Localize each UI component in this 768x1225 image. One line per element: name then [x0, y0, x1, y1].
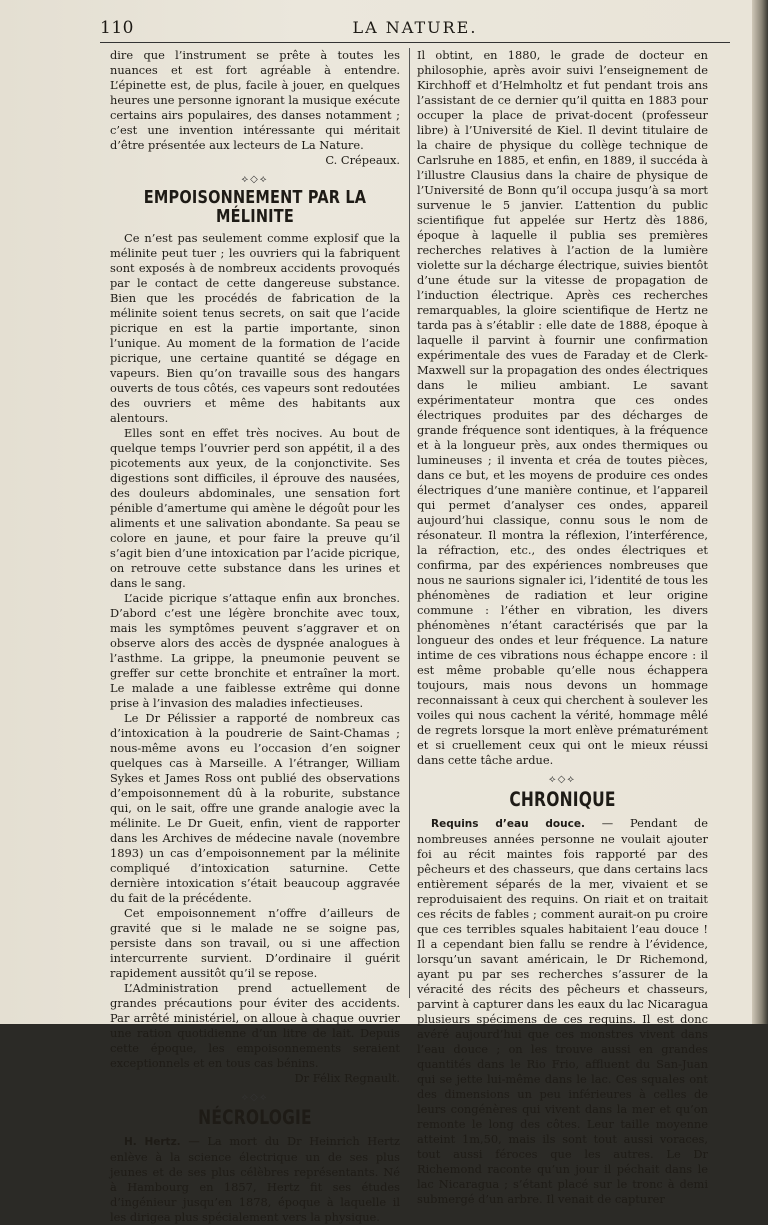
- necrology-title: NÉCROLOGIE: [198, 1106, 312, 1130]
- ornament-divider: ⟡◇⟡: [549, 774, 576, 785]
- right-column: [417, 48, 708, 1207]
- running-title: LA NATURE.: [352, 18, 478, 37]
- intro-signature: C. Crépeaux.: [325, 153, 400, 167]
- article-paragraph: Ce n’est pas seulement comme explosif que la mélinite peut tuer ; les ouvriers qui la fabriquent sont exposés à de nombreux accidents provoqués par le contact de cette dangereuse substance. Bien que les procédés de fabrication de la mélinite soient tenus secrets, on sait que l’acide picrique en est la partie importante, sinon l’unique. Au moment de la formation de l’acide picrique, une certaine quantité se dégage en vapeurs. Bien qu’on travaille sous des hangars ouverts de tous côtés, ces vapeurs sont redoutées des ouvriers et même des habitants aux alentours.: [110, 231, 400, 425]
- intro-paragraph: dire que l’instrument se prête à toutes les nuances et est fort agréable à entendre. L’épinette est, de plus, facile à jouer, en quelques heures une personne ignorant la musique exécute certains airs populaires, des danses notamment ; c’est une invention intéressante qui méritait d’être présentée aux lecteurs de La Nature.: [110, 48, 400, 152]
- necrology-lead: H. Hertz.: [124, 1136, 181, 1148]
- article-paragraph: L’Administration prend actuellement de grandes précautions pour éviter des accidents. Par arrêté ministériel, on alloue à chaque ouvrier une ration quotidienne d’un litre de lait. Depuis cette époque, les empoisonnements seraient exceptionnels et en tous cas bénins.: [110, 981, 400, 1070]
- article-paragraph: Elles sont en effet très nocives. Au bout de quelque temps l’ouvrier perd son appétit, il a des picotements aux yeux, de la conjonctivite. Ses digestions sont difficiles, il éprouve des nausées, des douleurs abdominales, une sensation fort pénible d’amertume qui amène le dégoût pour les aliments et une salivation abondante. Sa peau se colore en jaune, et pour faire la preuve qu’il s’agit bien d’une intoxication par l’acide picrique, on retrouve cette substance dans les urines et dans le sang.: [110, 426, 400, 590]
- column-divider: [409, 48, 410, 998]
- ornament-divider: ⟡◇⟡: [241, 1092, 269, 1103]
- article-paragraph: L’acide picrique s’attaque enfin aux bronches. D’abord c’est une légère bronchite avec toux, mais les symptômes peuvent s’aggraver et on observe alors des accès de dyspnée analogues à l’asthme. La grippe, la pneumonie peuvent se greffer sur cette bronchite et entraîner la mort. Le malade a une faiblesse extrême qui donne prise à l’invasion des maladies infectieuses.: [110, 591, 400, 710]
- necrology-continued: Il obtint, en 1880, le grade de docteur en philosophie, après avoir suivi l’enseignement de Kirchhoff et d’Helmholtz et fut pendant trois ans l’assistant de ce dernier qu’il quitta en 1883 pour occuper la place de privat-docent (professeur libre) à l’Université de Kiel. Il devint titulaire de la chaire de physique du collège technique de Carlsruhe en 1885, et enfin, en 1889, il succéda à l’illustre Clausius dans la chaire de physique de l’Université de Bonn qu’il occupa jusqu’à sa mort survenue le 5 janvier. L’attention du public scientifique fut appelée sur Hertz dès 1886, époque à laquelle il publia ses premières recherches relatives à l’action de la lumière violette sur la décharge électrique, suivies bientôt d’une étude sur la vitesse de propagation de l’induction électrique. Après ces recherches remarquables, la gloire scientifique de Hertz ne tarda pas à s’établir : elle date de 1888, époque à laquelle il parvint à fournir une confirmation expérimentale des vues de Faraday et de Clerk-Maxwell sur la propagation des ondes électriques dans le milieu ambiant. Le savant expérimentateur montra que ces ondes électriques produites par des décharges de grande fréquence sont identiques, à la fréquence et à la longueur près, aux ondes thermiques ou lumineuses ; il inventa et créa de toutes pièces, dans ce but, et les moyens de produire ces ondes électriques d’une manière continue, et l’appareil qui permet d’analyser ces ondes, appareil aujourd’hui classique, connu sous le nom de résonateur. Il montra la réflexion, l’interférence, la réfraction, etc., des ondes électriques et confirma, par des expériences nombreuses que nous ne saurions signaler ici, l’identité de tous les phénomènes de radiation et leur origine commune : l’éther en vibration, les divers phénomènes n’étant caractérisés que par la longueur des ondes et leur fréquence. La nature intime de ces vibrations nous échappe encore : il est même probable qu’elle nous échappera toujours, mais nous devons un hommage reconnaissant à ceux qui cherchent à soulever les voiles qui nous cachent la vérité, hommage mêlé de regrets lorsque la mort enlève prématurément et si cruellement ceux qui ont le mieux réussi dans cette tâche ardue.: [417, 48, 708, 767]
- chronique-text: — Pendant de nombreuses années personne ne voulait ajouter foi au récit maintes fois rapporté par des pêcheurs et des chasseurs, que dans certains lacs entièrement séparés de la mer, vivaient et se reproduisaient des requins. On riait et on traitait ces récits de fables ; comment aurait-on pu croire que ces terribles squales habitaient l’eau douce ! Il a cependant bien fallu se rendre à l’évidence, lorsqu’un savant américain, le Dr Richemond, ayant pu par ses recherches s’assurer de la véracité des récits des pêcheurs et chasseurs, parvint à capturer dans les eaux du lac Nicaragua plusieurs spécimens de ces requins. Il est donc avéré aujourd’hui que ces monstres vivent dans l’eau douce ; on les trouve aussi en grandes quantités dans le Rio Frio, affluent du San-Juan qui se jette lui-même dans le lac. Ces squales ont des dimensions un peu inférieures à celles de leurs congénères qui vivent dans la mer et qu’on remonte le long des côtes. Leur taille moyenne atteint 1m,50, mais ils sont tout aussi voraces, tout aussi féroces que les autres. Le Dr Richemond raconte qu’un jour il péchait dans le lac Nicaragua ; s’étant placé sur le tronc à demi submergé d’un arbre. Il venait de capturer: [417, 816, 709, 1206]
- page-header: [100, 18, 730, 40]
- header-rule: [100, 42, 730, 43]
- chronique-title: CHRONIQUE: [509, 788, 616, 812]
- article-signature: Dr Félix Regnault.: [294, 1071, 400, 1085]
- article-paragraph: Le Dr Pélissier a rapporté de nombreux cas d’intoxication à la poudrerie de Saint-Chamas ; nous-même avons eu l’occasion d’en soigner quelques cas à Marseille. A l’étranger, William Sykes et James Ross ont publié des observations d’empoisonnement dû à la roburite, substance qui, on le sait, offre une grande analogie avec la mélinite. Le Dr Gueit, enfin, vient de rapporter dans les Archives de médecine navale (novembre 1893) un cas d’empoisonnement par la mélinite compliqué d’intoxication saturnine. Cette dernière intoxication s’était beaucoup aggravée du fait de la précédente.: [110, 711, 400, 905]
- page-number: 110: [100, 18, 134, 38]
- chronique-lead: Requins d’eau douce.: [431, 818, 585, 830]
- article-paragraph: Cet empoisonnement n’offre d’ailleurs de gravité que si le malade ne se soigne pas, persiste dans son travail, ou si une affection intercurrente survient. D’ordinaire il guérit rapidement aussitôt qu’il se repose.: [110, 906, 400, 980]
- left-column: [110, 48, 400, 1225]
- necrology-text: — La mort du Dr Heinrich Hertz enlève à la science électrique un de ses plus jeunes et de ses plus célèbres représentants. Né à Hambourg en 1857, Hertz fit ses études d’ingénieur jusqu’en 1878, époque à laquelle il les dirigea plus spécialement vers la physique.: [110, 1134, 400, 1224]
- binding-edge: [752, 0, 768, 1024]
- ornament-divider: ⟡◇⟡: [241, 174, 269, 185]
- article-title: EMPOISONNEMENT PAR LA MÉLINITE: [143, 188, 367, 227]
